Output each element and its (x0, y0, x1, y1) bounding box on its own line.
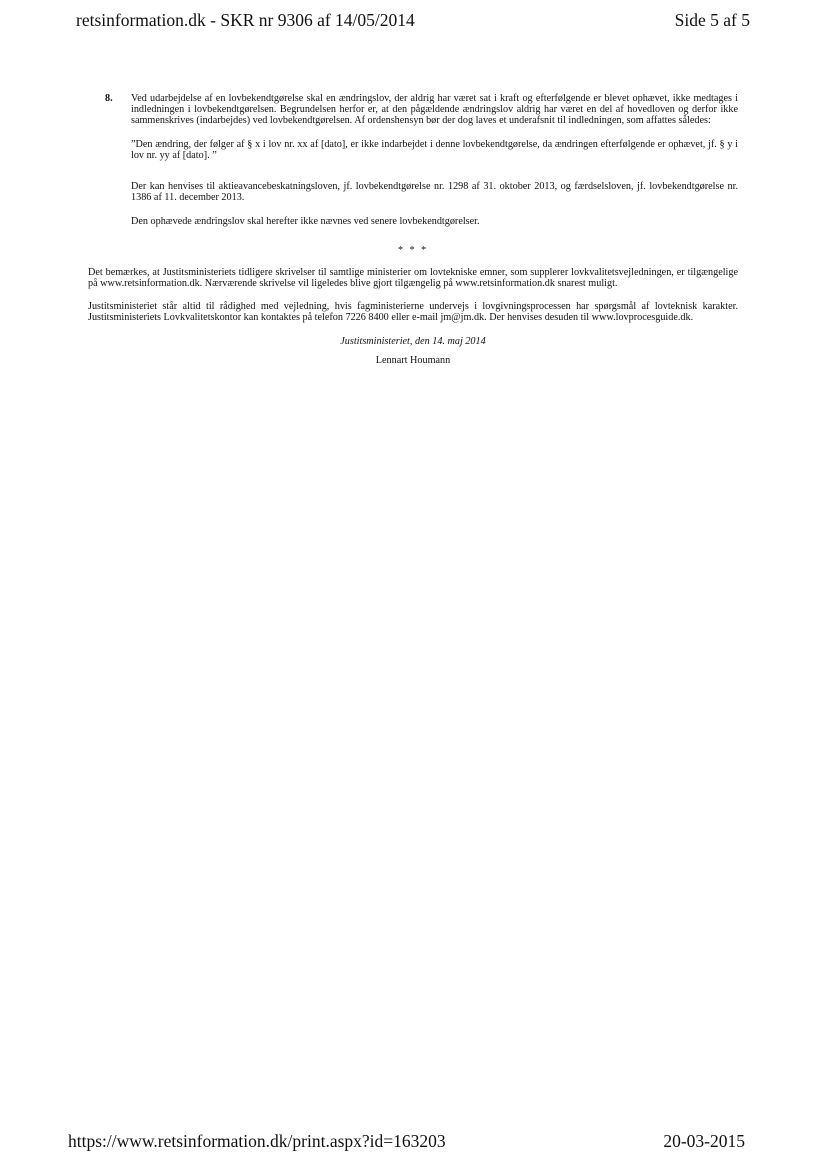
item-paragraph-3: Den ophævede ændringslov skal herefter ikke nævnes ved senere lovbekendtgørelser. (131, 216, 480, 228)
item-body (131, 93, 738, 240)
numbered-item-8 (88, 93, 738, 240)
document-body (88, 93, 738, 366)
footer-date: 20-03-2015 (663, 1131, 745, 1151)
item-number: 8. (105, 93, 113, 104)
page-number: Side 5 af 5 (674, 10, 750, 30)
footer-url: https://www.retsinformation.dk/print.aspx?id=163203 (68, 1131, 446, 1151)
document-title: retsinformation.dk - SKR nr 9306 af 14/05/2014 (76, 10, 415, 30)
signoff-place-date: Justitsministeriet, den 14. maj 2014 (340, 335, 486, 347)
closing-paragraph-1: Det bemærkes, at Justitsministeriets tidligere skrivelser til samtlige ministerier om lovtekniske emner, som supplerer lovkvalitetsvejledningen, er tilgængelige på www.retsinformation.dk. Nærværende skrivelse vil ligeledes blive gjort tilgængelig på www.retsinformation.dk snarest muligt. (88, 266, 738, 290)
signoff-name: Lennart Houmann (375, 354, 451, 366)
section-separator: * * * (397, 244, 429, 256)
closing-paragraph-2: Justitsministeriet står altid til rådighed med vejledning, hvis fagministerierne undervejs i lovgivningsprocessen har spørgsmål af lovteknisk karakter. Justitsministeriets Lovkvalitetskontor kan kontaktes på telefon 7226 8400 eller e-mail jm@jm.dk. Der henvises desuden til www.lovprocesguide.dk. (88, 301, 738, 324)
signoff (88, 336, 738, 366)
item-paragraph-2: Der kan henvises til aktieavancebeskatningsloven, jf. lovbekendtgørelse nr. 1298 af 31. oktober 2013, og færdselsloven, jf. lovbekendtgørelse nr. 1386 af 11. december 2013. (131, 181, 738, 204)
item-paragraph-1: Ved udarbejdelse af en lovbekendtgørelse skal en ændringslov, der aldrig har været sat i kraft og efterfølgende er blevet ophævet, ikke medtages i indledningen i lovbekendtgørelsen. Begrundelsen herfor er, at den pågældende ændringslov aldrig har været en del af hovedloven og derfor ikke sammenskrives (indarbejdes) ved lovbekendtgørelsen. Af ordenshensyn bør der dog laves et underafsnit til indledningen, som affattes således: (131, 93, 738, 127)
page-header (76, 10, 750, 34)
page-footer (68, 1131, 745, 1155)
item-quote: ”Den ændring, der følger af § x i lov nr. xx af [dato], er ikke indarbejdet i denne lovbekendtgørelse, da ændringen efterfølgende er ophævet, jf. § y i lov nr. yy af [dato]. ” (131, 138, 738, 161)
